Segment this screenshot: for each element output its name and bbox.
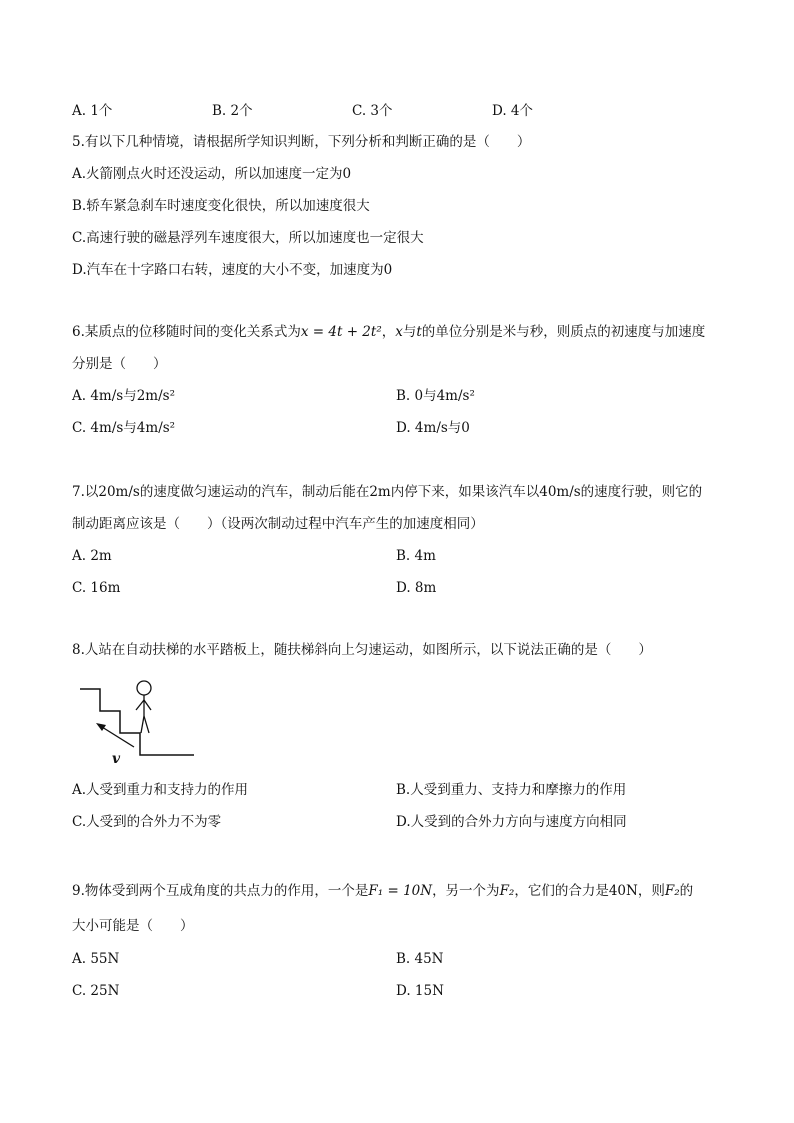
q9-stem-text-c: ，它们的合力是 [514, 883, 609, 899]
q8-option-c: C.人受到的合外力不为零 [72, 814, 222, 830]
q5-option-b: B.轿车紧急刹车时速度变化很快，所以加速度很大 [72, 198, 370, 214]
person-body [136, 695, 151, 733]
q8-option-b: B.人受到重力、支持力和摩擦力的作用 [396, 782, 627, 798]
q5-option-d: D.汽车在十字路口右转，速度的大小不变，加速度为0 [72, 262, 393, 278]
q9-stem [72, 881, 693, 901]
q6-formula: x = 4t + 2t² [300, 324, 382, 340]
q9-resultant: 40N [608, 883, 638, 899]
q6-option-b: B. 0与4m/s² [396, 388, 475, 404]
q6-var-t: t [416, 324, 422, 340]
q5-option-a: A.火箭刚点火时还没运动，所以加速度一定为0 [72, 166, 352, 182]
escalator-steps [80, 689, 194, 755]
q6-stem [72, 322, 705, 342]
velocity-label: v [112, 751, 121, 767]
q9-f1-expr: F₁ = 10N [368, 883, 433, 899]
q6-var-x: x [395, 324, 403, 340]
q8-option-d: D.人受到的合外力方向与速度方向相同 [396, 814, 627, 830]
q9-stem-line2: 大小可能是（ ） [72, 918, 194, 934]
q4-option-c: C. 3个 [352, 103, 393, 119]
q7-option-c: C. 16m [72, 580, 121, 596]
q6-option-a: A. 4m/s与2m/s² [72, 388, 175, 404]
q7-option-d: D. 8m [396, 580, 437, 596]
q8-stem: 8.人站在自动扶梯的水平踏板上，随扶梯斜向上匀速运动，如图所示，以下说法正确的是（ ） [72, 642, 652, 658]
q9-option-a: A. 55N [72, 951, 120, 967]
q6-stem-text-c: 与 [402, 324, 417, 340]
q6-stem-line2: 分别是（ ） [72, 356, 167, 372]
q6-stem-text-b: ， [381, 324, 396, 340]
q4-option-b: B. 2个 [212, 103, 253, 119]
q7-option-a: A. 2m [72, 548, 112, 564]
q8-option-a: A.人受到重力和支持力的作用 [72, 782, 249, 798]
escalator-figure [72, 672, 202, 772]
q6-stem-text-d: 的单位分别是米与秒，则质点的初速度与加速度 [421, 324, 706, 340]
q7-option-b: B. 4m [396, 548, 436, 564]
q9-stem-text-b: ，另一个为 [432, 883, 500, 899]
q9-stem-text-d: ，则 [637, 883, 665, 899]
q6-option-d: D. 4m/s与0 [396, 420, 470, 436]
q6-option-c: C. 4m/s与4m/s² [72, 420, 176, 436]
q9-stem-text-a: 9.物体受到两个互成角度的共点力的作用，一个是 [72, 883, 369, 899]
q9-option-c: C. 25N [72, 983, 120, 999]
q6-stem-text-a: 6.某质点的位移随时间的变化关系式为 [72, 324, 301, 340]
q9-f2-again: F₂ [664, 883, 680, 899]
q5-option-c: C.高速行驶的磁悬浮列车速度很大，所以加速度也一定很大 [72, 230, 424, 246]
q9-option-b: B. 45N [396, 951, 444, 967]
q7-stem-line1: 7.以20m/s的速度做匀速运动的汽车，制动后能在2m内停下来，如果该汽车以40m/s的速度行驶，则它的 [72, 484, 703, 500]
velocity-arrow-icon [96, 723, 134, 747]
q7-stem-line2: 制动距离应该是（ ）（设两次制动过程中汽车产生的加速度相同） [72, 516, 484, 532]
q9-stem-text-e: 的 [679, 883, 694, 899]
q9-f2: F₂ [499, 883, 515, 899]
q4-option-a: A. 1个 [72, 103, 113, 119]
person-head [137, 681, 151, 695]
q4-option-d: D. 4个 [492, 103, 534, 119]
q9-option-d: D. 15N [396, 983, 444, 999]
q5-stem: 5.有以下几种情境，请根据所学知识判断，下列分析和判断正确的是（ ） [72, 134, 531, 150]
